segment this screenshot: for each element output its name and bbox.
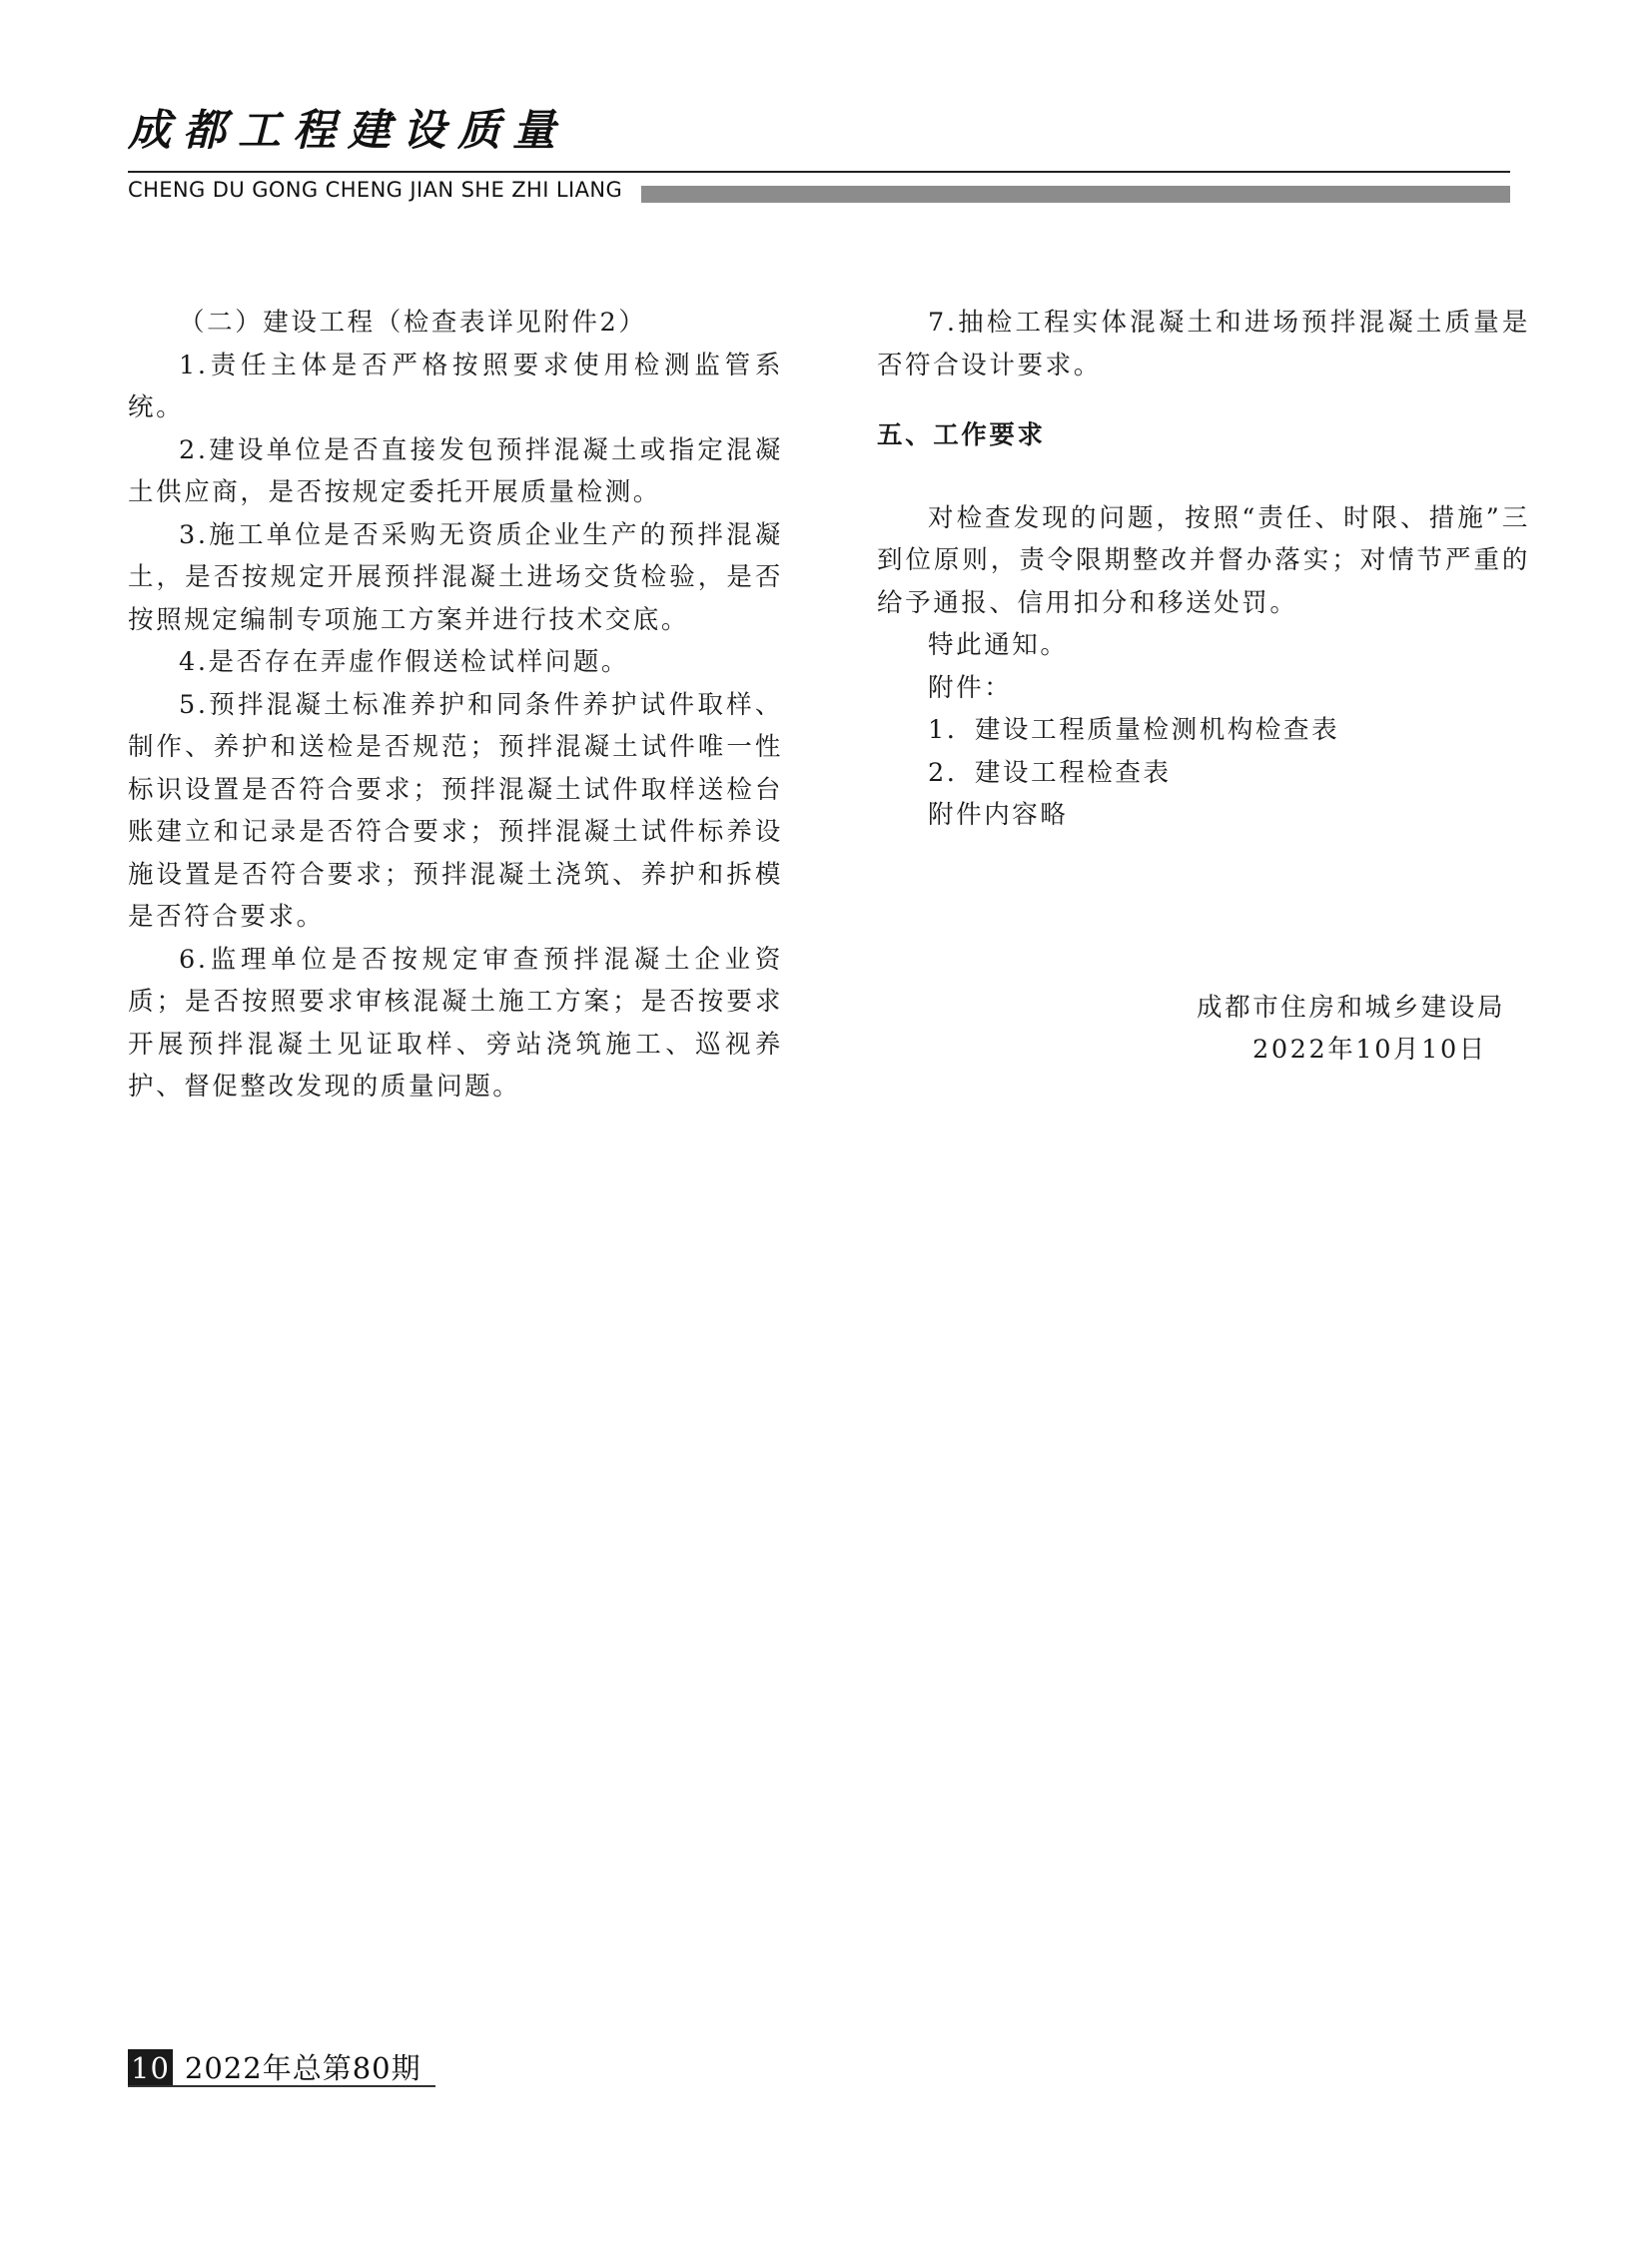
section-title: （二）建设工程（检查表详见附件2） <box>179 308 647 338</box>
list-item: 2.建设单位是否直接发包预拌混凝土或指定混凝土供应商，是否按规定委托开展质量检测。 <box>128 434 783 507</box>
notice-text: 特此通知。 <box>928 630 1069 660</box>
right-column <box>877 302 1530 837</box>
masthead-rule <box>128 171 1510 173</box>
attachment-item: 1．建设工程质量检测机构检查表 <box>928 715 1340 745</box>
left-column <box>128 302 783 1109</box>
page-number: 10 <box>128 2049 173 2087</box>
list-item: 3.施工单位是否采购无资质企业生产的预拌混凝土，是否按规定开展预拌混凝土进场交货检验，是否按照规定编制专项施工方案并进行技术交底。 <box>128 519 783 635</box>
signature-organization: 成都市住房和城乡建设局 <box>1197 993 1506 1023</box>
list-item: 5.预拌混凝土标准养护和同条件养护试件取样、制作、养护和送检是否规范；预拌混凝土试件唯一性标识设置是否符合要求；预拌混凝土试件取样送检台账建立和记录是否符合要求；预拌混凝土试件标养设施设置是否符合要求；预拌混凝土浇筑、养护和拆模是否符合要求。 <box>128 689 783 932</box>
page-footer <box>128 2049 435 2087</box>
footer-rule <box>128 2085 435 2087</box>
list-item: 6.监理单位是否按规定审查预拌混凝土企业资质；是否按照要求审核混凝土施工方案；是否按要求开展预拌混凝土见证取样、旁站浇筑施工、巡视养护、督促整改发现的质量问题。 <box>128 944 783 1102</box>
issue-info: 2022年总第80期 <box>184 2051 421 2085</box>
masthead-gray-bar <box>641 186 1510 203</box>
attachment-item: 2．建设工程检查表 <box>928 757 1172 788</box>
masthead-pinyin: CHENG DU GONG CHENG JIAN SHE ZHI LIANG <box>128 178 623 202</box>
section-body: 对检查发现的问题，按照“责任、时限、措施”三到位原则，责令限期整改并督办落实；对情节严重的给予通报、信用扣分和移送处罚。 <box>877 502 1530 618</box>
signature-date: 2022年10月10日 <box>1252 1035 1487 1065</box>
masthead-title: 成都工程建设质量 <box>128 106 567 156</box>
attachments-omitted: 附件内容略 <box>928 800 1069 830</box>
section-heading: 五、工作要求 <box>877 420 1046 450</box>
attachments-label: 附件： <box>928 672 1013 703</box>
list-item: 4.是否存在弄虚作假送检试样问题。 <box>179 647 630 677</box>
list-item: 1.责任主体是否严格按照要求使用检测监管系统。 <box>128 350 783 422</box>
list-item: 7.抽检工程实体混凝土和进场预拌混凝土质量是否符合设计要求。 <box>877 308 1530 380</box>
